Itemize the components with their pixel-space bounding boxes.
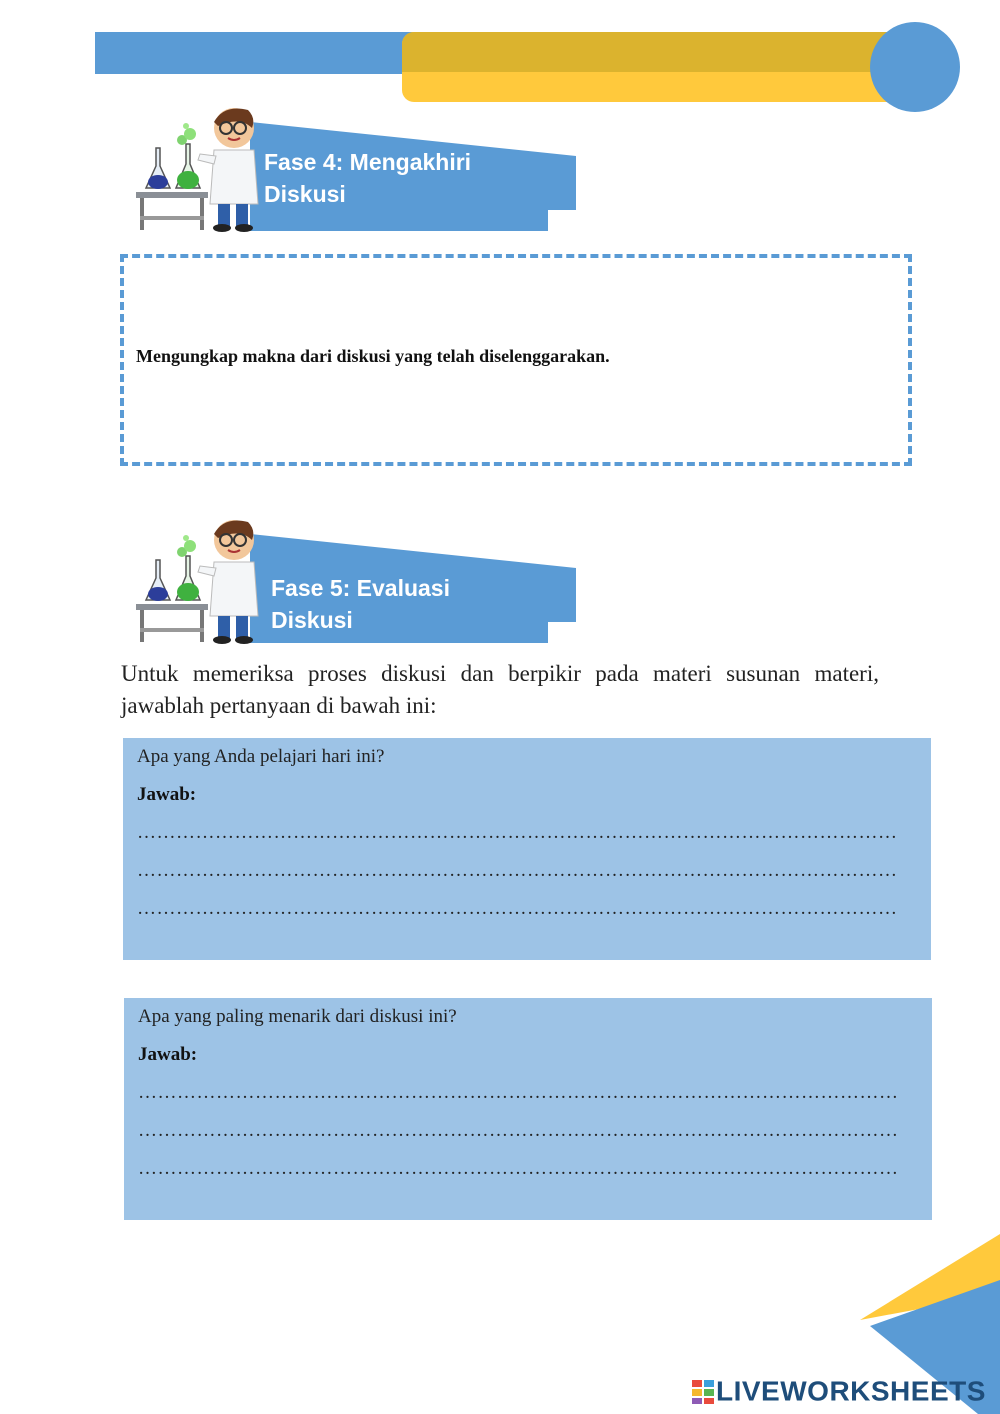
phase4-title-line2: Diskusi [264,181,346,207]
phase5-title-line1: Fase 5: Evaluasi [271,575,450,601]
phase5-title [271,572,531,636]
answer-2-line-1[interactable]: ……………………………………………………………………………………………………… [138,1082,899,1103]
phase5-intro: Untuk memeriksa proses diskusi dan berpikir pada materi susunan materi, jawablah pertanyaan di bawah ini: [121,661,879,718]
question-2-text: Apa yang paling menarik dari diskusi ini? [138,1006,457,1027]
scientist-icon [130,516,270,646]
liveworksheets-logo[interactable] [692,1374,986,1408]
question-box-1 [123,738,931,960]
answer-2-line-2[interactable]: ……………………………………………………………………………………………………… [138,1120,899,1141]
question-1-text: Apa yang Anda pelajari hari ini? [137,746,385,767]
top-yellow-shade [402,32,892,72]
logo-text: LIVEWORKSHEETS [716,1375,986,1407]
phase5-banner [130,516,590,646]
scientist-icon [130,104,270,234]
liveworksheets-logo-icon [692,1380,714,1404]
answer-1-line-2[interactable]: ……………………………………………………………………………………………………… [137,860,898,881]
phase4-title [264,146,524,210]
phase4-description: Mengungkap makna dari diskusi yang telah diselenggarakan. [136,346,610,366]
top-circle-decoration [870,22,960,112]
answer-1-line-3[interactable]: ……………………………………………………………………………………………………… [137,898,898,919]
answer-1-label: Jawab: [137,784,197,805]
phase4-description-box [120,254,912,466]
phase5-title-line2: Diskusi [271,607,353,633]
answer-1-line-1[interactable]: ……………………………………………………………………………………………………… [137,822,898,843]
phase4-title-line1: Fase 4: Mengakhiri [264,149,472,175]
answer-2-line-3[interactable]: ……………………………………………………………………………………………………… [138,1158,899,1179]
answer-2-label: Jawab: [138,1044,198,1065]
phase4-banner [130,104,590,234]
question-box-2 [124,998,932,1220]
